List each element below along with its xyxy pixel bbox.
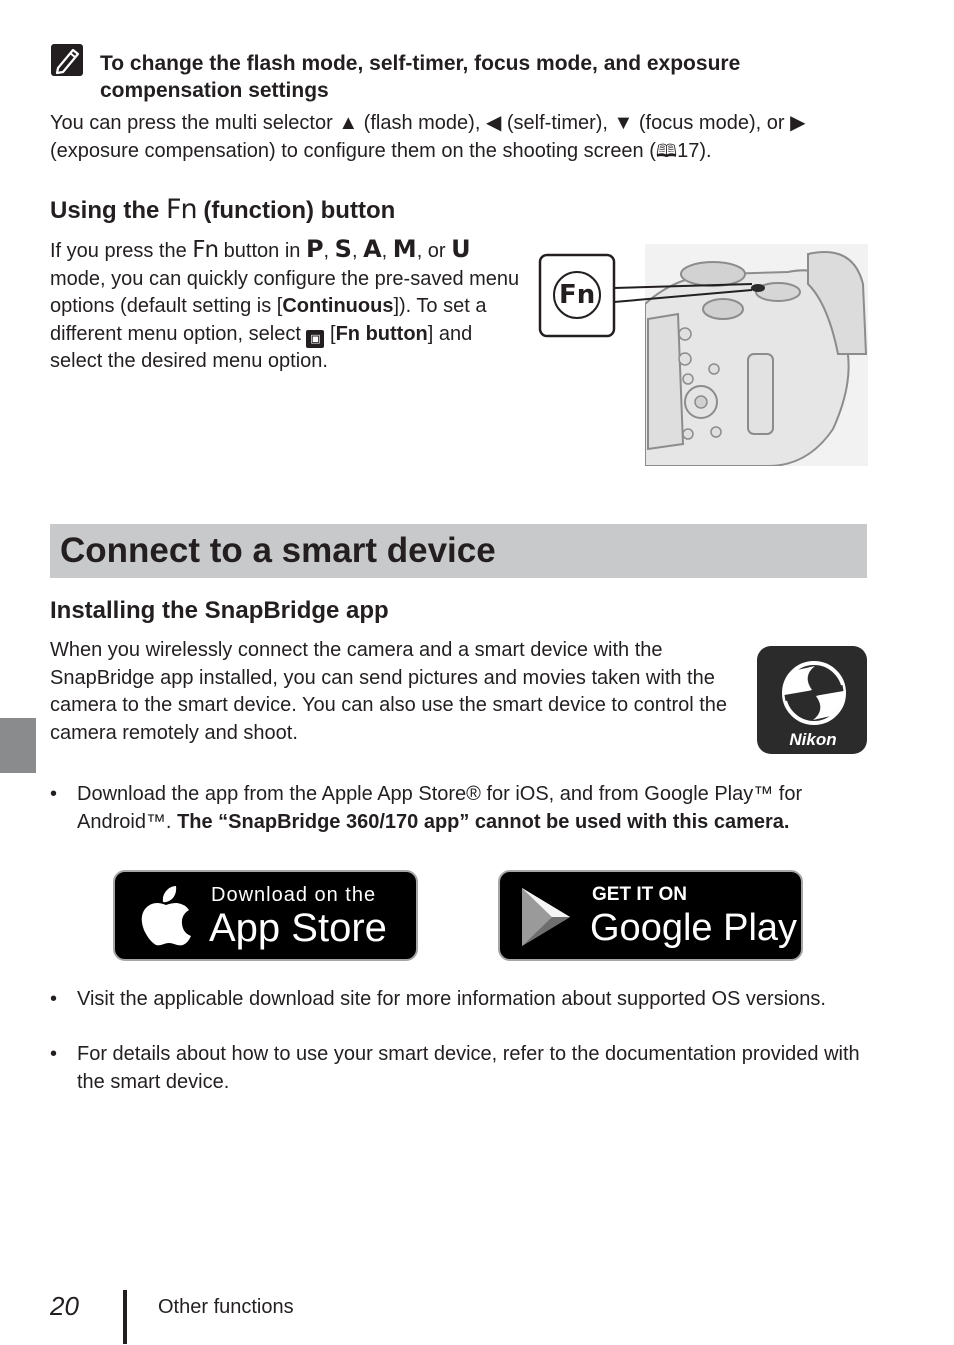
setup-menu-icon: ▣ (306, 330, 324, 348)
footer-section-label: Other functions (158, 1296, 294, 1318)
fn-callout-label: Fn (559, 280, 596, 310)
camera-fn-button-illustration (538, 244, 868, 466)
google-play-small-text: GET IT ON (592, 884, 687, 905)
down-arrow-icon: ▼ (613, 112, 634, 134)
pencil-note-icon (51, 44, 83, 76)
google-play-logo-icon (518, 886, 574, 948)
fn-symbol-icon: Fn (166, 194, 197, 225)
right-arrow-icon: ▶ (790, 112, 806, 134)
app-store-badge[interactable] (113, 870, 418, 961)
page-reference-link[interactable]: 17 (677, 139, 700, 162)
page-reference-book-icon: 🕮 (655, 140, 678, 161)
snapbridge-heading: Installing the SnapBridge app (50, 597, 389, 624)
bullet-os-versions: • Visit the applicable download site for more information about supported OS versions. (50, 988, 826, 1010)
mode-a-icon: A (363, 235, 382, 263)
footer-divider (123, 1290, 127, 1344)
left-arrow-icon: ◀ (485, 112, 502, 134)
fn-section-body: If you press the Fn button in P, S, A, M, or U mode, you can quickly configure the pre-saved menu options (default setting is [Continuous]). To set a different menu option, select ▣ [Fn button] and select the desired menu option. (50, 235, 520, 372)
mode-u-icon: U (451, 235, 471, 263)
section-title: Connect to a smart device (60, 531, 496, 570)
snapbridge-app-logo (757, 646, 867, 754)
fn-section-heading: Using the Fn (function) button (50, 194, 396, 225)
up-arrow-icon: ▲ (338, 112, 359, 134)
page-number: 20 (50, 1291, 79, 1321)
fn-button-menu-item: Fn button (335, 322, 428, 345)
snapbridge-body: When you wirelessly connect the camera and a smart device with the SnapBridge app installed, you can send pictures and movies taken with the camera to the smart device. You can also use the smart device to control the camera remotely and shoot. (50, 639, 728, 744)
app-store-big-text: App Store (209, 906, 387, 950)
google-play-big-text: Google Play (590, 907, 798, 949)
fn-symbol-icon: Fn (192, 237, 219, 263)
note-body: You can press the multi selector ▲ (flash mode), ◀ (self-timer), ▼ (focus mode), or ▶ (exposure compensation) to configure them on the shooting screen (🕮17). (50, 112, 806, 162)
mode-p-icon: P (305, 235, 324, 263)
app-store-small-text: Download on the (211, 884, 377, 906)
apple-logo-icon (139, 884, 193, 946)
note-title: To change the flash mode, self-timer, focus mode, and exposure compensation settings (100, 52, 741, 102)
mode-s-icon: S (334, 235, 352, 263)
google-play-badge[interactable] (498, 870, 803, 961)
bullet-download-app: • Download the app from the Apple App Store® for iOS, and from Google Play™ for Android™. The “SnapBridge 360/170 app” cannot be used with this camera. (50, 783, 803, 833)
mode-m-icon: M (392, 235, 417, 263)
bullet-smart-device-docs: • For details about how to use your smart device, refer to the documentation provided with the smart device. (50, 1043, 860, 1093)
chapter-side-tab (0, 718, 36, 773)
section-header-bar (50, 524, 867, 578)
default-setting: Continuous (282, 295, 394, 317)
nikon-logo-text: Nikon (789, 730, 837, 749)
